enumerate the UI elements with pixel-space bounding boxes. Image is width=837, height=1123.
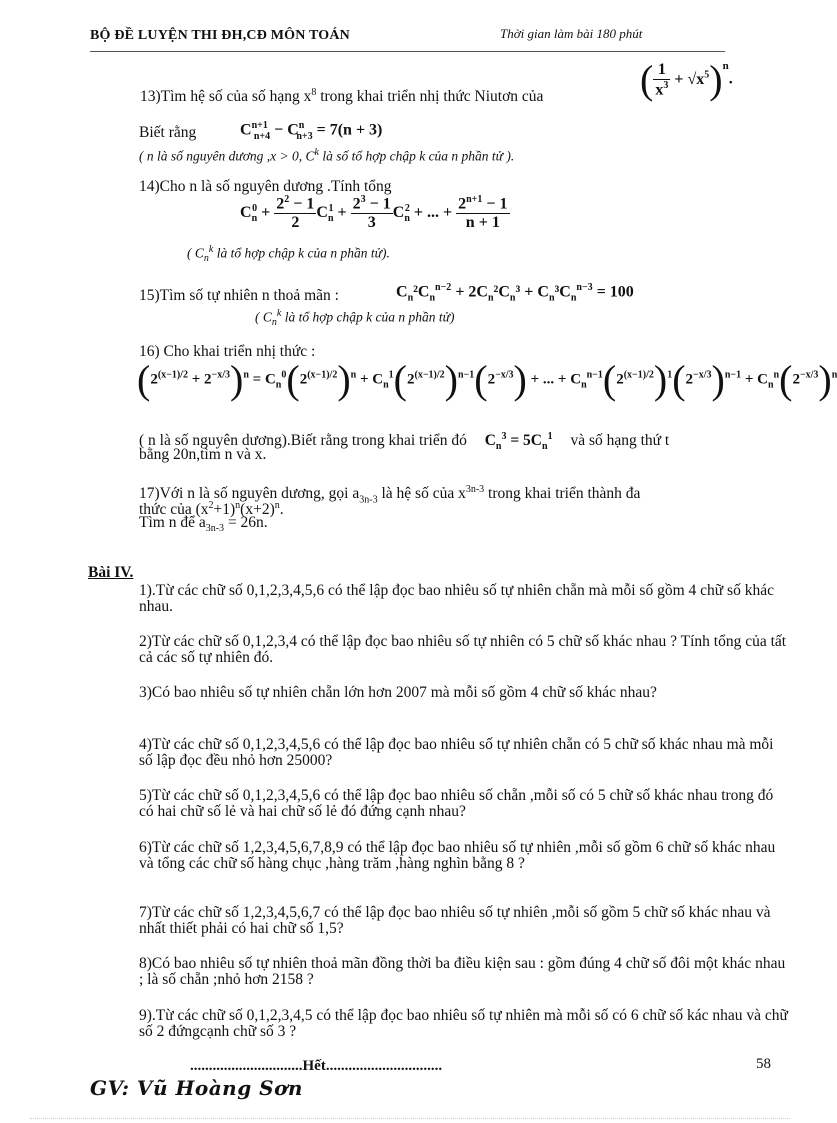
end-marker: ..............................Hết............................... [190, 1058, 443, 1074]
document-header-time: Thời gian làm bài 180 phút [500, 26, 643, 41]
problem-14-text: 14)Cho n là số nguyên dương .Tính tổng [139, 178, 392, 195]
header-divider [90, 51, 725, 52]
exercise-6: 6)Từ các chữ số 1,2,3,4,5,6,7,8,9 có thể lập đọc bao nhiêu số tự nhiên ,mỗi số gồm 6 chữ số khác nhau và tổng các chữ số hàng chục ,hàng trăm ,hàng nghìn bằng 8 ? [139, 839, 776, 872]
author-signature: GV: Vũ Hoàng Sơn [90, 1076, 303, 1100]
problem-13-given-label: Biết rằng [139, 124, 197, 141]
problem-13-text-2: trong khai triển nhị thức Niutơn của [316, 88, 544, 106]
exercise-4: 4)Từ các chữ số 0,1,2,3,4,5,6 có thể lập đọc bao nhiêu số tự nhiên chẵn có 5 chữ số khác nhau mà mỗi số lập đọc đều nhỏ hơn 25000? [139, 736, 774, 769]
exercise-9: 9).Từ các chữ số 0,1,2,3,4,5 có thể lập đọc bao nhiêu số tự nhiên mà mỗi số có 6 chữ số kác nhau và chữ số 2 đứngcạnh chữ số 3 ? [139, 1007, 788, 1040]
problem-15-equation: $C_n^2C_n^{n-2} + 2C_n^2C_n^3 + C_n^3C_n^{n-3} = 100$ [396, 282, 634, 304]
problem-16-expansion: $(2^{(x-1)/2} + 2^{-x/3})^n = C_n^0(2^{(x-1)/2})^n + C_n^1(2^{(x-1)/2})^{n-1}(2^{-x/3})$ + ... + $C_n^{n-1}(2^{(x-1)/2})^1(2^{-x/3})^{n-1} + C_n^n(2^{-x/3})^n$ [137, 357, 837, 402]
page-bottom-divider [30, 1118, 790, 1119]
exercise-8: 8)Có bao nhiêu số tự nhiên thoả mãn đồng thời ba điều kiện sau : gồm đúng 4 chữ số đôi một khác nhau ; là số chẵn ;nhỏ hơn 2158 ? [139, 955, 786, 988]
problem-15-note: ( $C_n^k$ là tổ hợp chập k của n phần tử) [255, 308, 455, 329]
exercise-3: 3)Có bao nhiêu số tự nhiên chẵn lớn hơn 2007 mà mỗi số gồm 4 chữ số khác nhau? [139, 684, 657, 701]
section-title: Bài IV. [88, 564, 134, 581]
problem-17-line-1: 17)Với n là số nguyên dương, gọi $a_{3n-3}$ là hệ số của $x^{3n-3}$ trong khai triển thành đa [139, 484, 641, 506]
problem-13-condition: $C^{n+1}_{n+4} - C^n_{n+3} = 7(n + 3)$ [240, 120, 383, 142]
problem-13 [140, 84, 543, 105]
problem-17-line-3: Tìm n để $a_{3n-3} = 26n$. [139, 514, 268, 535]
problem-14-sum: $C_n^0$ + $\frac{2^2 - 1}{2}$ $C_n^1$ + $\frac{2^3 - 1}{3}$ $C_n^2$ + ... + $\frac{2^{n+1} - 1}{n + 1}$ [240, 194, 508, 232]
problem-13-note: ( n là số nguyên dương ,x > 0, $C^k$ là số tổ hợp chập k của n phần tử ). [139, 147, 515, 164]
exercise-5: 5)Từ các chữ số 0,1,2,3,4,5,6 có thể lập đọc bao nhiêu số chẵn ,mỗi số có 5 chữ số khác nhau trong đó có hai chữ số lẻ và hai chữ số lẻ đó đứng cạnh nhau? [139, 787, 774, 820]
problem-14-note: ( $C_n^k$ là tổ hợp chập k của n phần tử). [187, 244, 390, 265]
exercise-7: 7)Từ các chữ số 1,2,3,4,5,6,7 có thể lập đọc bao nhiêu số tự nhiên ,mỗi số gồm 5 chữ số khác nhau và nhất thiết phải có hai chữ số 1,5? [139, 904, 771, 937]
problem-15-text: 15)Tìm số tự nhiên n thoả mãn : [139, 287, 339, 304]
page-number: 58 [756, 1056, 771, 1072]
exercise-2: 2)Từ các chữ số 0,1,2,3,4 có thể lập đọc bao nhiêu số tự nhiên có 5 chữ số khác nhau ? Tính tổng của tất cả các số tự nhiên đó. [139, 633, 787, 666]
problem-13-text: 13)Tìm hệ số của số hạng x [140, 88, 312, 106]
document-header-title: BỘ ĐỀ LUYỆN THI ĐH,CĐ MÔN TOÁN [90, 28, 350, 43]
problem-13-exponent: 8 [311, 87, 317, 98]
problem-17-line-2: thức của $(x^2+1)^n(x+2)^n$. [139, 500, 284, 519]
problem-16-body-3: bằng 20n,tìm n và x. [139, 446, 267, 463]
problem-16-body: ( n là số nguyên dương).Biết rằng trong khai triển đó $C_n^3 = 5C_n^1$ và số hạng thứ t [139, 431, 670, 453]
problem-13-formula: ( $\frac{1}{x^3}$ + $√x^5)^n$. [640, 57, 733, 102]
problem-16-text: 16) Cho khai triển nhị thức : [139, 343, 316, 360]
exercise-1: 1).Từ các chữ số 0,1,2,3,4,5,6 có thể lập đọc bao nhiêu số tự nhiên chẵn mà mỗi số gồm 4 chữ số khác nhau. [139, 582, 774, 615]
